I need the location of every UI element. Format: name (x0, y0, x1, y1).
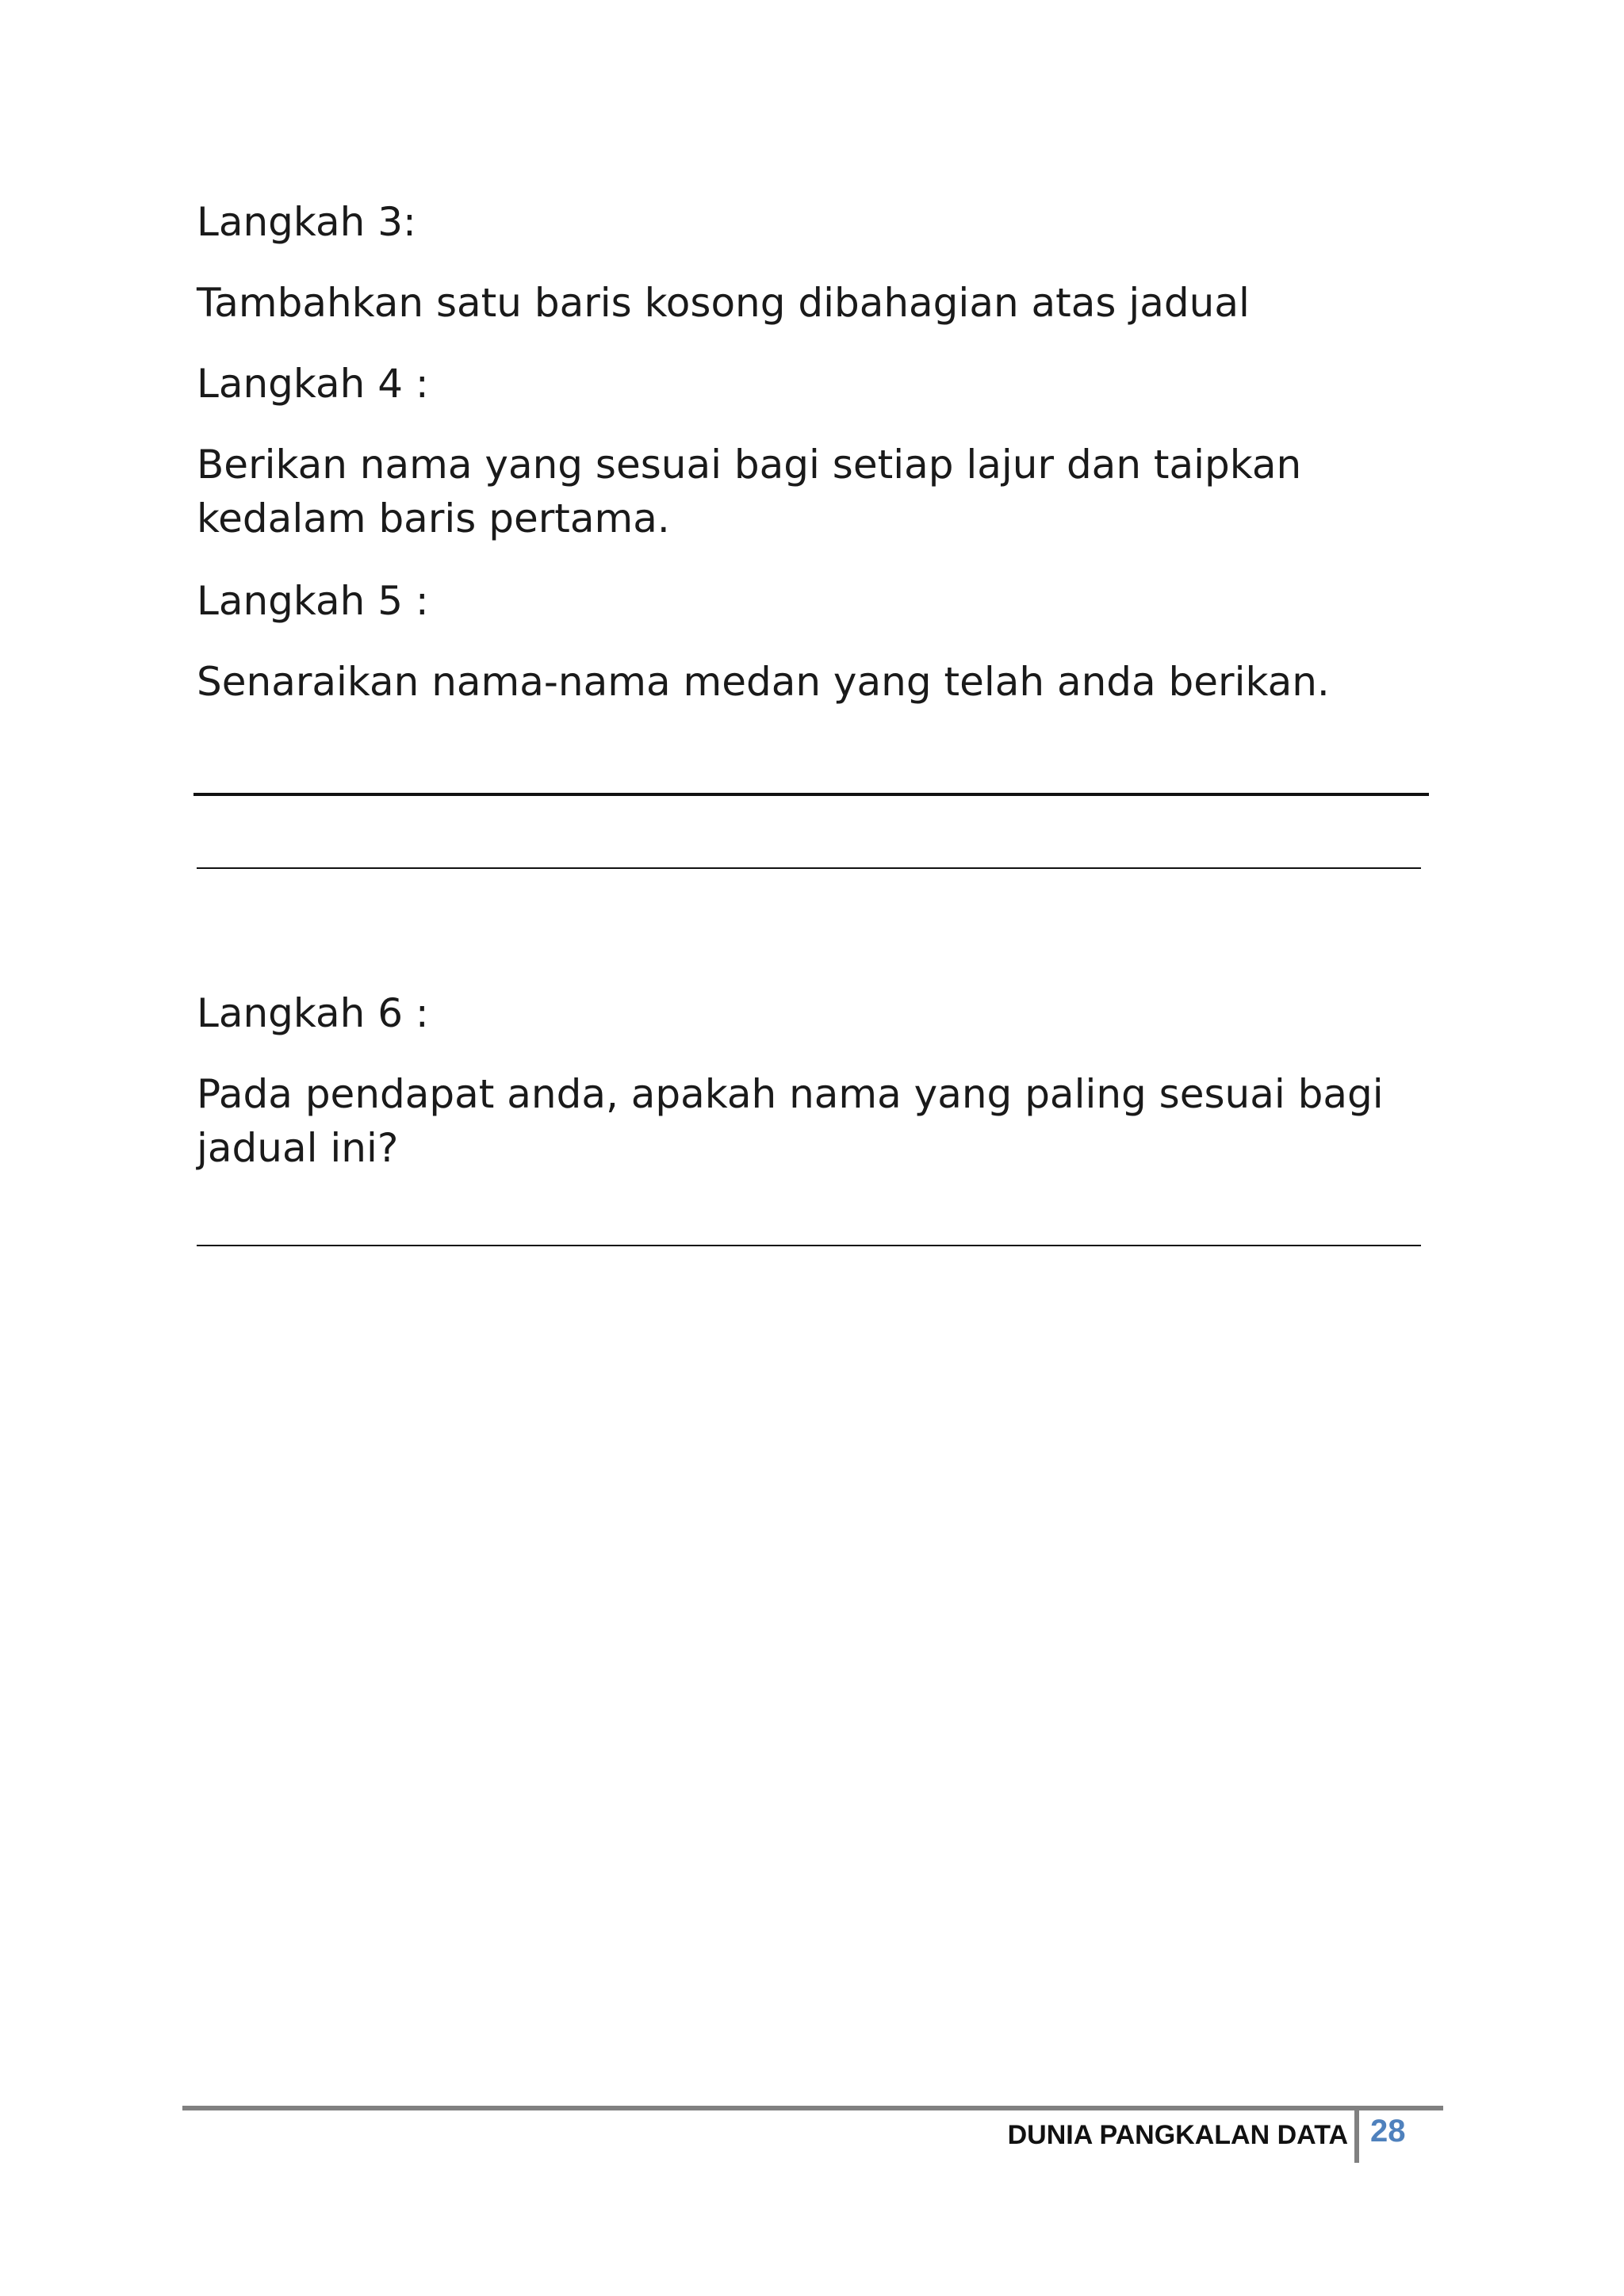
page-number: 28 (1370, 2114, 1406, 2149)
step5-instruction: Senaraikan nama-nama medan yang telah anda berikan. (197, 659, 1330, 705)
answer-line-2[interactable] (197, 867, 1421, 869)
step6-instruction: Pada pendapat anda, apakah nama yang paling sesuai bagi jadual ini? (197, 1071, 1384, 1171)
footer-title: DUNIA PANGKALAN DATA (1007, 2120, 1348, 2150)
step4-instruction: Berikan nama yang sesuai bagi setiap lajur dan taipkan kedalam baris pertama. (197, 442, 1302, 541)
footer-divider (1354, 2109, 1359, 2163)
step3-instruction: Tambahkan satu baris kosong dibahagian atas jadual (197, 280, 1250, 326)
step4-heading: Langkah 4 : (197, 361, 429, 407)
step5-heading: Langkah 5 : (197, 578, 429, 624)
footer-rule (182, 2106, 1443, 2110)
step6-heading: Langkah 6 : (197, 990, 429, 1036)
step3-heading: Langkah 3: (197, 199, 416, 245)
answer-line-3[interactable] (197, 1245, 1421, 1246)
answer-line-1[interactable] (193, 793, 1429, 796)
